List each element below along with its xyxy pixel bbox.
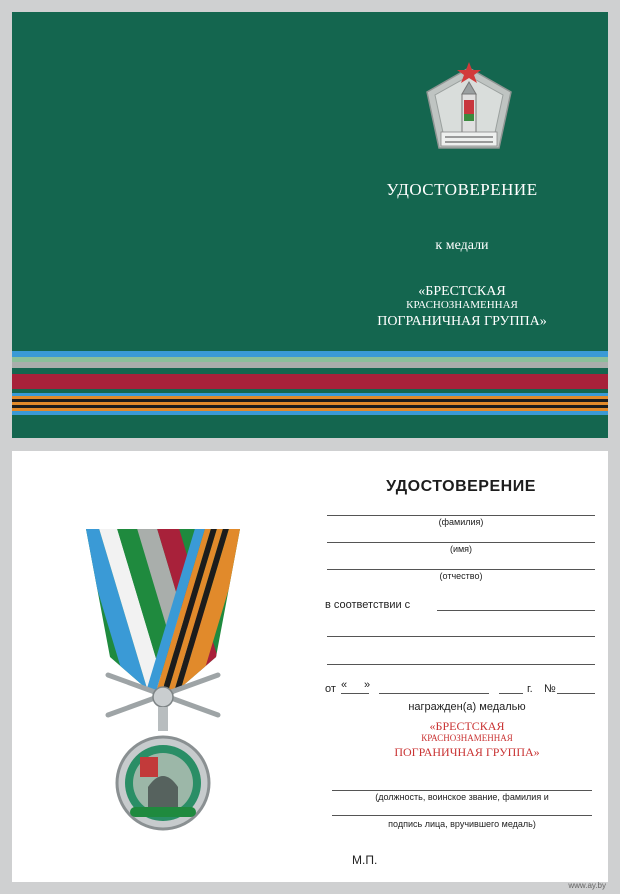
stamp-place: М.П. [352,853,378,867]
medal-name-line3: ПОГРАНИЧНАЯ ГРУППА» [394,745,540,759]
cover-medal-name-line2: КРАСНОЗНАМЕННАЯ [406,299,518,311]
date-from-label: от [325,683,336,695]
accordance-line-3[interactable] [327,664,595,665]
patronymic-caption: (отчество) [439,571,483,581]
inside-title: УДОСТОВЕРЕНИЕ [386,478,536,495]
signer-caption-2: подпись лица, вручившего медаль) [388,819,536,829]
cover-subtitle: к медали [435,238,489,253]
number-line[interactable] [557,693,595,694]
watermark: www.ay.by [568,881,606,890]
cover-stripe [12,362,608,368]
name-caption: (имя) [449,544,473,554]
cover-stripe [12,411,608,415]
accordance-line[interactable] [437,610,595,611]
signer-line[interactable] [332,790,592,791]
cover-stripe [12,374,608,389]
medal-image-icon [78,525,248,837]
medal-name-line1: «БРЕСТСКАЯ [429,719,505,733]
accordance-line-2[interactable] [327,636,595,637]
certificate-cover [12,12,608,438]
number-sign: № [544,683,556,695]
signer-caption-1: (должность, воинское звание, фамилия и [375,792,549,802]
border-service-emblem-icon [419,60,519,160]
name-line[interactable] [327,542,595,543]
certificate-inside-page [12,451,608,882]
medal-name-line2: КРАСНОЗНАМЕННАЯ [421,733,513,743]
quote-open: « [341,679,348,691]
year-label: г. [527,683,533,695]
surname-caption: (фамилия) [438,517,484,527]
cover-medal-name-line1: «БРЕСТСКАЯ [418,284,506,299]
quote-close: » [364,679,371,691]
accordance-label: в соответствии с [325,599,411,611]
surname-line[interactable] [327,515,595,516]
awarded-label: награжден(а) медалью [408,701,526,713]
cover-medal-name-line3: ПОГРАНИЧНАЯ ГРУППА» [377,314,547,329]
month-line[interactable] [379,693,489,694]
year-line[interactable] [499,693,523,694]
patronymic-line[interactable] [327,569,595,570]
signer-line-2[interactable] [332,815,592,816]
cover-title: УДОСТОВЕРЕНИЕ [386,180,538,199]
day-line[interactable] [341,693,369,694]
